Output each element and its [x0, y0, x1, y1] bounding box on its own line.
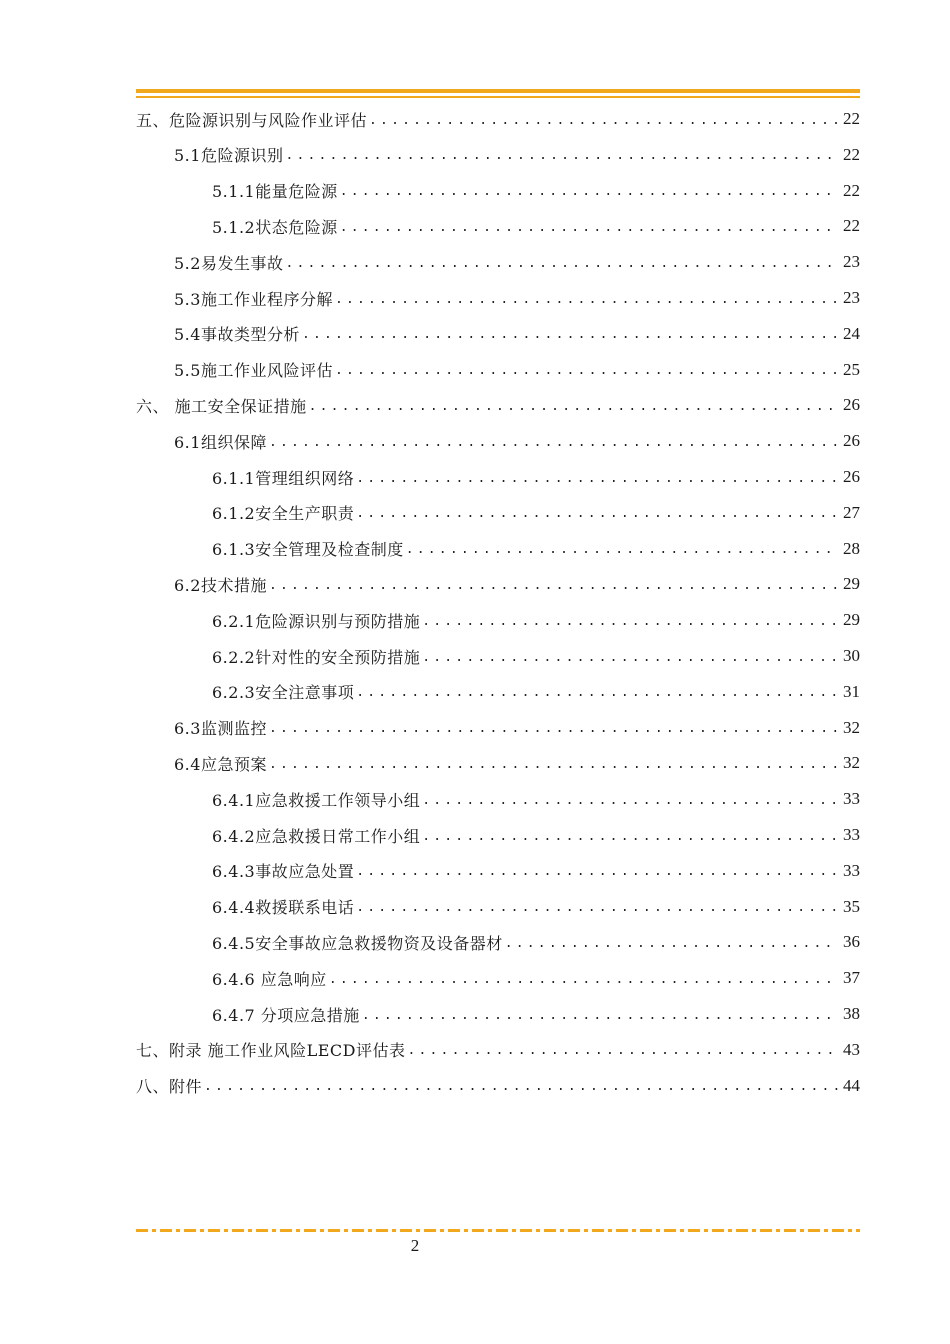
- toc-entry-page: 43: [843, 1039, 860, 1059]
- header-rule: [136, 89, 860, 93]
- toc-entry[interactable]: [174, 567, 860, 601]
- toc-entry-page: 44: [843, 1075, 860, 1095]
- toc-dot-leader: [420, 614, 838, 629]
- toc-dot-leader: [338, 220, 838, 235]
- toc-dot-leader: [404, 542, 838, 557]
- toc-dot-leader: [283, 256, 838, 271]
- toc-entry-title: 6.1.3安全管理及检查制度: [212, 540, 404, 560]
- toc-entry[interactable]: [174, 138, 860, 172]
- toc-entry[interactable]: [174, 746, 860, 780]
- toc-entry[interactable]: [136, 388, 860, 422]
- toc-entry[interactable]: [212, 460, 860, 494]
- toc-entry-title: 5.5施工作业风险评估: [174, 361, 333, 381]
- toc-dot-leader: [354, 900, 838, 915]
- toc-entry-page: 29: [843, 610, 860, 630]
- toc-entry-title: 七、附录 施工作业风险LECD评估表: [136, 1041, 406, 1061]
- toc-entry-page: 38: [843, 1004, 860, 1023]
- toc-entry-title: 五、危险源识别与风险作业评估: [136, 110, 368, 130]
- toc-entry-title: 6.2技术措施: [174, 575, 267, 595]
- toc-entry-page: 22: [843, 180, 860, 200]
- toc-entry-title: 6.4.1应急救援工作领导小组: [212, 790, 421, 810]
- toc-entry[interactable]: [174, 353, 860, 387]
- toc-dot-leader: [354, 864, 838, 879]
- toc-entry-page: 26: [843, 467, 860, 486]
- toc-entry[interactable]: [212, 997, 860, 1031]
- toc-entry[interactable]: [174, 317, 860, 351]
- toc-entry[interactable]: [212, 174, 860, 208]
- toc-entry[interactable]: [212, 603, 860, 637]
- toc-entry-title: 5.1危险源识别: [174, 146, 284, 166]
- toc-dot-leader: [267, 435, 838, 450]
- toc-entry-page: 24: [843, 323, 860, 343]
- toc-dot-leader: [283, 148, 838, 163]
- toc-entry-page: 27: [843, 502, 860, 522]
- toc-entry-page: 28: [843, 538, 860, 558]
- toc-entry[interactable]: [136, 1069, 860, 1103]
- toc-entry[interactable]: [212, 496, 860, 530]
- toc-entry-page: 25: [843, 359, 860, 379]
- toc-entry-page: 35: [843, 896, 860, 916]
- toc-dot-leader: [267, 578, 838, 593]
- toc-entry-page: 32: [843, 717, 860, 737]
- toc-entry-page: 26: [843, 395, 860, 415]
- toc-entry-title: 六、 施工安全保证措施: [136, 396, 307, 416]
- toc-entry-page: 30: [843, 646, 860, 665]
- toc-entry-title: 5.2易发生事故: [174, 253, 284, 273]
- toc-dot-leader: [267, 721, 838, 736]
- toc-dot-leader: [267, 757, 838, 772]
- toc-entry-title: 6.4.7 分项应急措施: [212, 1005, 360, 1025]
- toc-dot-leader: [338, 184, 838, 199]
- toc-entry-title: 6.2.2针对性的安全预防措施: [212, 647, 421, 667]
- toc-entry[interactable]: [212, 209, 860, 243]
- toc-entry-page: 36: [843, 932, 860, 952]
- toc-entry-page: 23: [843, 252, 860, 272]
- toc-dot-leader: [420, 829, 838, 844]
- toc-entry-title: 6.4.3事故应急处置: [212, 862, 355, 882]
- toc-entry-title: 5.3施工作业程序分解: [174, 289, 333, 309]
- toc-entry-page: 22: [843, 144, 860, 164]
- toc-dot-leader: [202, 1079, 838, 1094]
- toc-entry-page: 22: [843, 109, 860, 128]
- toc-entry-title: 6.4应急预案: [174, 754, 267, 774]
- toc-dot-leader: [420, 650, 838, 665]
- toc-entry-title: 6.2.3安全注意事项: [212, 683, 355, 703]
- toc-dot-leader: [307, 399, 838, 414]
- toc-entry[interactable]: [174, 711, 860, 745]
- toc-entry-title: 6.4.5安全事故应急救援物资及设备器材: [212, 933, 503, 953]
- toc-entry-page: 33: [843, 825, 860, 844]
- toc-entry-title: 5.4事故类型分析: [174, 325, 300, 345]
- toc-entry-title: 6.1.2安全生产职责: [212, 504, 355, 524]
- footer-rule: [136, 1229, 860, 1232]
- toc-entry-title: 八、附件: [136, 1077, 203, 1097]
- page-number: 2: [410, 1236, 420, 1255]
- toc-entry-page: 33: [843, 789, 860, 809]
- toc-entry[interactable]: [212, 854, 860, 888]
- toc-dot-leader: [360, 1008, 838, 1023]
- toc-entry-title: 6.2.1危险源识别与预防措施: [212, 611, 421, 631]
- toc-entry-title: 6.3监测监控: [174, 719, 267, 739]
- toc-dot-leader: [420, 793, 838, 808]
- toc-dot-leader: [327, 972, 838, 987]
- toc-entry-page: 29: [843, 574, 860, 594]
- toc-entry-page: 32: [843, 753, 860, 773]
- toc-dot-leader: [367, 113, 838, 128]
- toc-entry[interactable]: [212, 925, 860, 959]
- toc-dot-leader: [354, 685, 838, 700]
- toc-entry-page: 37: [843, 968, 860, 988]
- toc-dot-leader: [354, 506, 838, 521]
- toc-entry-title: 5.1.2状态危险源: [212, 217, 338, 237]
- toc-entry-title: 6.1.1管理组织网络: [212, 468, 355, 488]
- toc-dot-leader: [333, 292, 838, 307]
- header-rule-thin: [136, 96, 860, 98]
- toc-entry-title: 5.1.1能量危险源: [212, 182, 338, 202]
- toc-entry-page: 31: [843, 681, 860, 701]
- toc-entry[interactable]: [174, 281, 860, 315]
- toc-entry-page: 22: [843, 216, 860, 236]
- toc-entry[interactable]: [212, 639, 860, 673]
- toc-entry[interactable]: [174, 245, 860, 279]
- toc-entry[interactable]: [212, 890, 860, 924]
- toc-dot-leader: [354, 471, 838, 486]
- toc-entry[interactable]: [136, 102, 860, 136]
- toc-dot-leader: [333, 363, 838, 378]
- toc-entry[interactable]: [212, 818, 860, 852]
- toc-dot-leader: [300, 327, 838, 342]
- toc-entry-title: 6.4.2应急救援日常工作小组: [212, 826, 421, 846]
- toc-entry-title: 6.1组织保障: [174, 432, 267, 452]
- toc-entry[interactable]: [212, 782, 860, 816]
- toc-entry-title: 6.4.4救援联系电话: [212, 898, 355, 918]
- toc-dot-leader: [503, 936, 838, 951]
- toc-dot-leader: [405, 1043, 838, 1058]
- toc-entry[interactable]: [212, 961, 860, 995]
- toc-entry[interactable]: [212, 532, 860, 566]
- toc-entry-title: 6.4.6 应急响应: [212, 969, 327, 989]
- toc-entry-page: 26: [843, 431, 860, 451]
- toc-entry-page: 23: [843, 288, 860, 307]
- toc-entry[interactable]: [174, 424, 860, 458]
- toc-entry[interactable]: [212, 675, 860, 709]
- toc-entry[interactable]: [136, 1033, 860, 1067]
- toc-entry-page: 33: [843, 860, 860, 880]
